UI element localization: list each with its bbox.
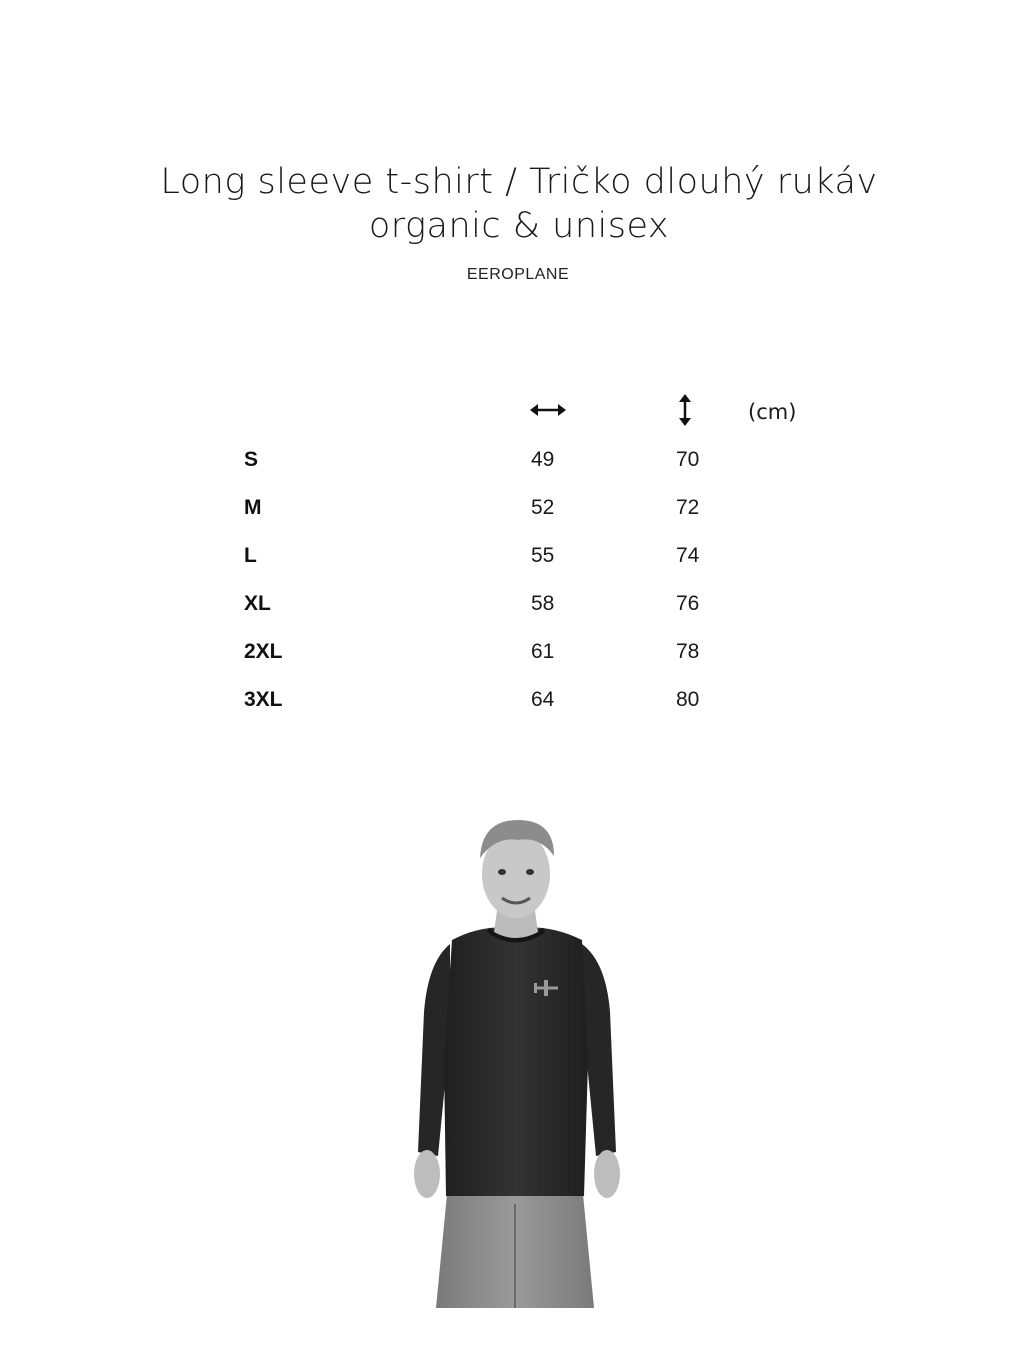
- width-value: 61: [531, 640, 555, 663]
- length-value: 74: [676, 544, 700, 567]
- model-photo: [332, 812, 696, 1308]
- length-value: 70: [676, 448, 700, 471]
- size-label: XL: [244, 592, 271, 615]
- width-value: 58: [531, 592, 555, 615]
- width-value: 52: [531, 496, 555, 519]
- size-row: [0, 544, 1024, 574]
- length-value: 72: [676, 496, 700, 519]
- size-row: [0, 592, 1024, 622]
- width-value: 55: [531, 544, 555, 567]
- length-value: 76: [676, 592, 700, 615]
- width-value: 64: [531, 688, 555, 711]
- size-label: 2XL: [244, 640, 283, 663]
- size-label: L: [244, 544, 257, 567]
- horizontal-double-arrow-icon: [528, 392, 568, 428]
- length-value: 78: [676, 640, 700, 663]
- brand-name: EEROPLANE: [466, 266, 570, 283]
- size-label: S: [244, 448, 259, 471]
- title-line-1: Long sleeve t-shirt / Tričko dlouhý rukáv: [160, 162, 878, 202]
- width-value: 49: [531, 448, 555, 471]
- size-row: [0, 496, 1024, 526]
- vertical-double-arrow-icon: [665, 392, 705, 428]
- size-row: [0, 688, 1024, 718]
- unit-label: (cm): [748, 400, 797, 424]
- size-row: [0, 448, 1024, 478]
- title-line-2: organic & unisex: [368, 206, 670, 246]
- size-label: 3XL: [244, 688, 283, 711]
- size-label: M: [244, 496, 262, 519]
- size-row: [0, 640, 1024, 670]
- length-value: 80: [676, 688, 700, 711]
